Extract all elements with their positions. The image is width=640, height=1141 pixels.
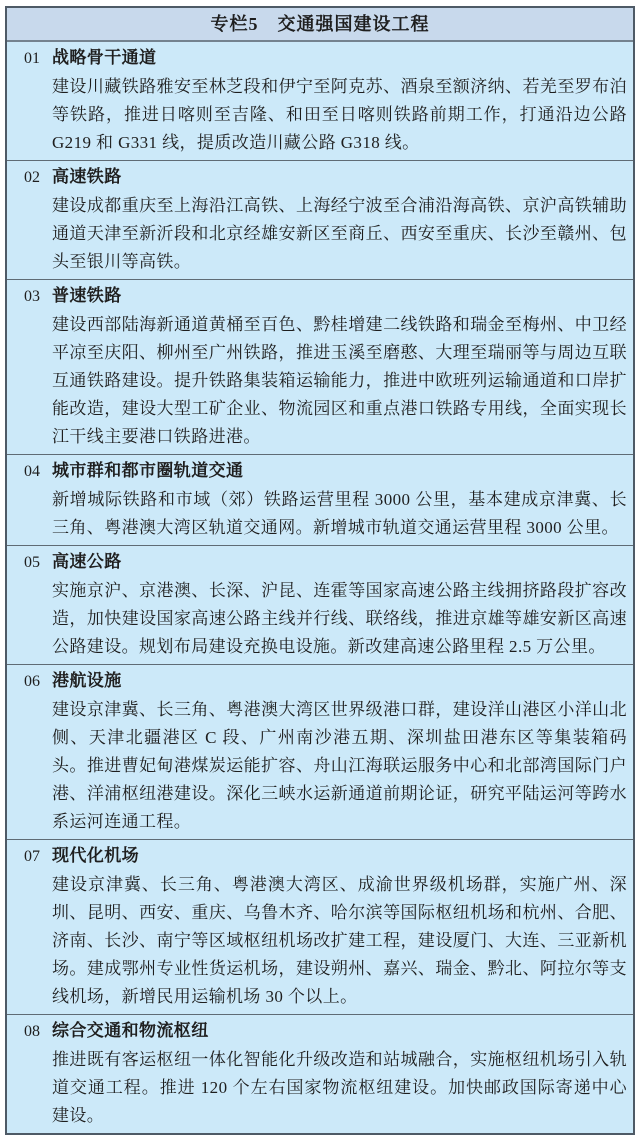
section-row	[7, 1014, 633, 1133]
section-title: 港航设施	[52, 671, 122, 690]
section-number: 03	[24, 288, 40, 305]
section-row	[7, 545, 633, 664]
section-body: 建设京津冀、长三角、粤港澳大湾区、成渝世界级机场群，实施广州、深圳、昆明、西安、重庆、乌鲁木齐、哈尔滨等国际枢纽机场和杭州、合肥、济南、长沙、南宁等区域枢纽机场改扩建工程，建设厦门、大连、三亚新机场。建成鄂州专业性货运机场，建设朔州、嘉兴、瑞金、黔北、阿拉尔等支线机场，新增民用运输机场 30 个以上。	[52, 875, 627, 1006]
section-header	[7, 282, 633, 311]
transport-projects-panel	[5, 6, 635, 1135]
section-row	[7, 839, 633, 1014]
section-number: 06	[24, 673, 40, 690]
section-body: 建设西部陆海新通道黄桶至百色、黔桂增建二线铁路和瑞金至梅州、中卫经平凉至庆阳、柳州至广州铁路，推进玉溪至磨憨、大理至瑞丽等与周边互联互通铁路建设。提升铁路集装箱运输能力，推进中欧班列运输通道和口岸扩能改造，建设大型工矿企业、物流园区和重点港口铁路专用线，全面实现长江干线主要港口铁路进港。	[52, 315, 627, 446]
section-title: 高速铁路	[52, 167, 122, 186]
section-number: 07	[24, 848, 40, 865]
section-body: 建设川藏铁路雅安至林芝段和伊宁至阿克苏、酒泉至额济纳、若羌至罗布泊等铁路，推进日喀则至吉隆、和田至日喀则铁路前期工作，打通沿边公路 G219 和 G331 线，提质改造川藏公路 G318 线。	[52, 77, 627, 152]
section-row	[7, 664, 633, 839]
section-title: 普速铁路	[52, 286, 122, 305]
section-title: 综合交通和物流枢纽	[52, 1021, 209, 1040]
section-number: 05	[24, 554, 40, 571]
section-number: 08	[24, 1023, 40, 1040]
section-number: 04	[24, 463, 40, 480]
section-row	[7, 42, 633, 160]
section-body: 建设京津冀、长三角、粤港澳大湾区世界级港口群，建设洋山港区小洋山北侧、天津北疆港区 C 段、广州南沙港五期、深圳盐田港东区等集装箱码头。推进曹妃甸港煤炭运能扩容、舟山江海联运服务中心和北部湾国际门户港、洋浦枢纽港建设。深化三峡水运新通道前期论证，研究平陆运河等跨水系运河连通工程。	[52, 700, 627, 831]
section-title: 高速公路	[52, 552, 122, 571]
section-row	[7, 160, 633, 279]
section-header	[7, 842, 633, 871]
section-header	[7, 1017, 633, 1046]
section-header	[7, 667, 633, 696]
section-title: 战略骨干通道	[52, 48, 157, 67]
section-header	[7, 457, 633, 486]
section-body: 新增城际铁路和市域（郊）铁路运营里程 3000 公里，基本建成京津冀、长三角、粤港澳大湾区轨道交通网。新增城市轨道交通运营里程 3000 公里。	[52, 490, 627, 537]
section-title: 城市群和都市圈轨道交通	[52, 461, 244, 480]
section-title: 现代化机场	[52, 846, 139, 865]
section-row	[7, 454, 633, 545]
section-body: 建设成都重庆至上海沿江高铁、上海经宁波至合浦沿海高铁、京沪高铁辅助通道天津至新沂段和北京经雄安新区至商丘、西安至重庆、长沙至赣州、包头至银川等高铁。	[52, 196, 627, 271]
section-number: 02	[24, 169, 40, 186]
section-header	[7, 548, 633, 577]
section-header	[7, 44, 633, 73]
section-number: 01	[24, 50, 40, 67]
section-body: 推进既有客运枢纽一体化智能化升级改造和站城融合，实施枢纽机场引入轨道交通工程。推进 120 个左右国家物流枢纽建设。加快邮政国际寄递中心建设。	[52, 1050, 627, 1125]
panel-title: 专栏5 交通强国建设工程	[7, 8, 633, 42]
section-row	[7, 279, 633, 454]
sections-list	[7, 42, 633, 1133]
section-header	[7, 163, 633, 192]
section-body: 实施京沪、京港澳、长深、沪昆、连霍等国家高速公路主线拥挤路段扩容改造，加快建设国家高速公路主线并行线、联络线，推进京雄等雄安新区高速公路建设。规划布局建设充换电设施。新改建高速公路里程 2.5 万公里。	[52, 581, 627, 656]
